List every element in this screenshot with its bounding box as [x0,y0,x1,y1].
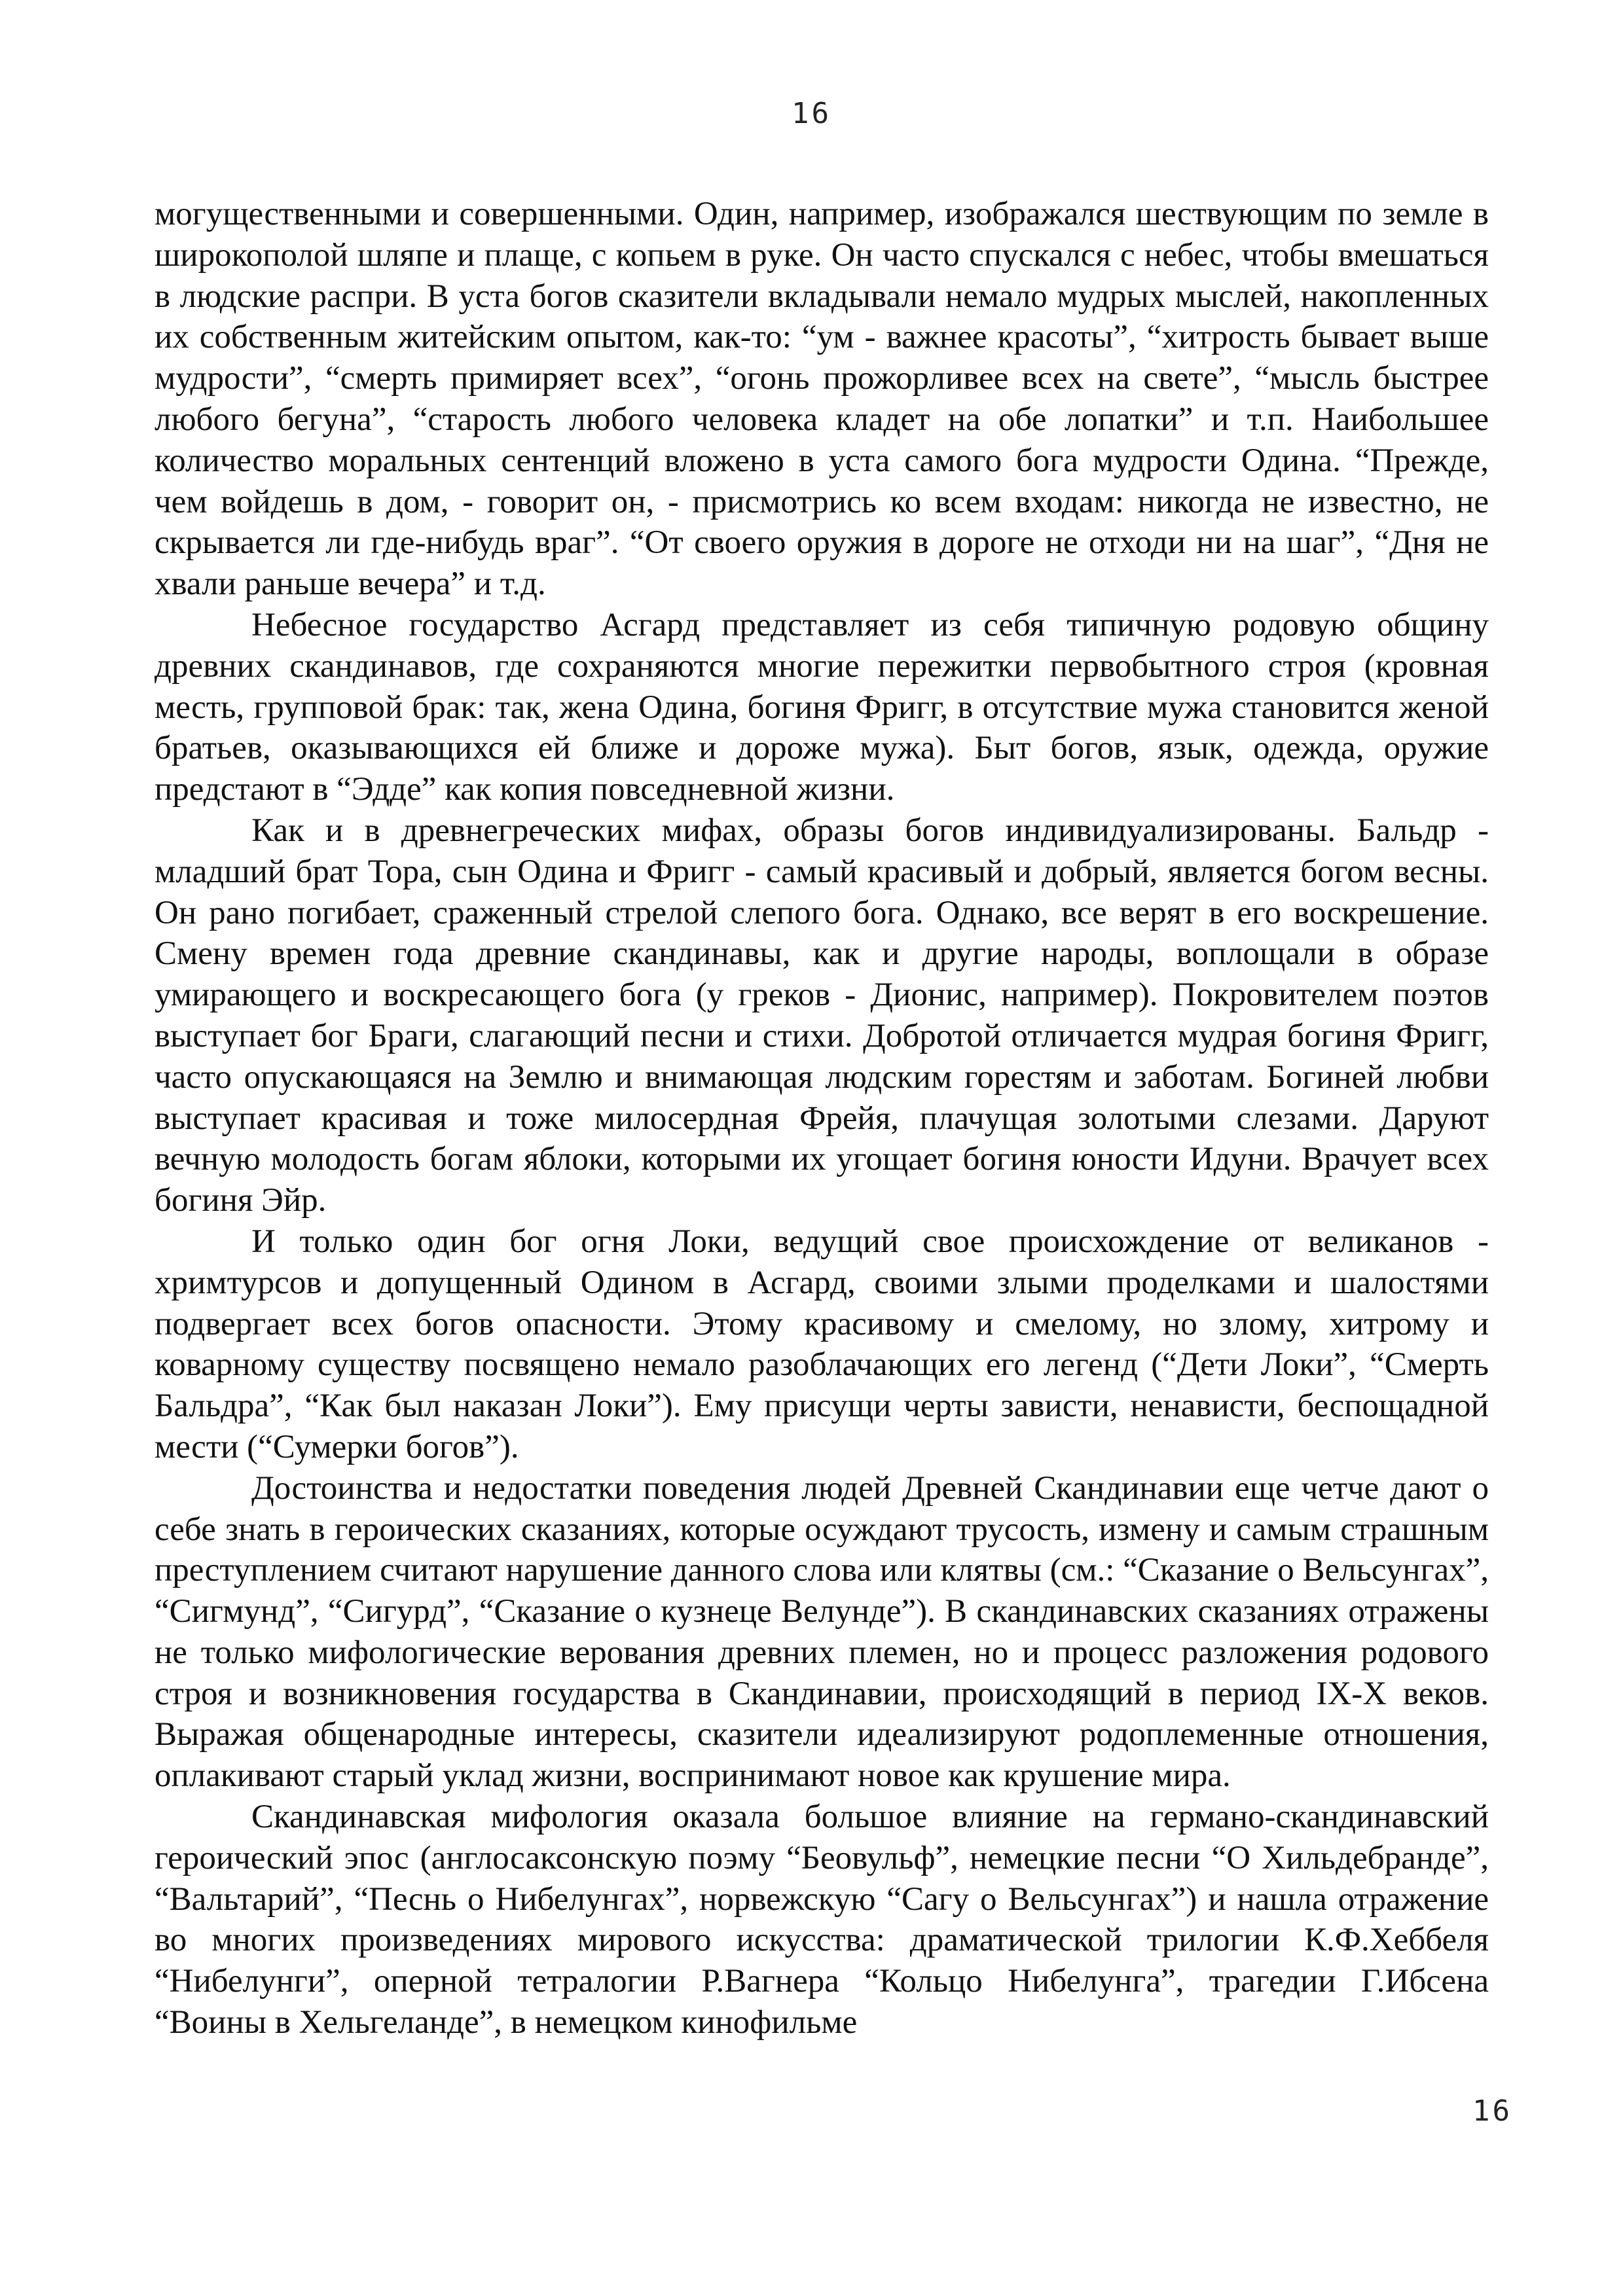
paragraph-5: Достоинства и недостатки поведения людей Древней Скандинавии еще четче дают о себе знать в героических сказаниях, которые осуждают трусость, измену и самым страшным преступлением считают нарушение данного слова или клятвы (см.: “Сказание о Вельсунгах”, “Сигмунд”, “Сигурд”, “Сказание о кузнеце Велунде”). В скандинавских сказаниях отражены не только мифологические верования древних племен, но и процесс разложения родового строя и возникновения государства в Скандинавии, происходящий в период IX-X веков. Выражая общенародные интересы, сказители идеализируют родоплеменные отношения, оплакивают старый уклад жизни, воспринимают новое как крушение мира. [155,1469,1489,1795]
page-number-top: 16 [792,97,831,130]
paragraph-6: Скандинавская мифология оказала большое влияние на германо-скандинавский героический эпос (англосаксонскую поэму “Беовульф”, немецкие песни “О Хильдебранде”, “Вальтарий”, “Песнь о Нибелунгах”, норвежскую “Сагу о Вельсунгах”) и нашла отражение во многих произведениях мирового искусства: драматической трилогии К.Ф.Хеббеля “Нибелунги”, оперной тетралогии Р.Вагнера “Кольцо Нибелунга”, трагедии Г.Ибсена “Воины в Хельгеланде”, в немецком кинофильме [155,1799,1489,2041]
paragraph-1: могущественными и совершенными. Один, например, изображался шествующим по земле в широкополой шляпе и плаще, с копьем в руке. Он часто спускался с небес, чтобы вмешаться в людские распри. В уста богов сказители вкладывали немало мудрых мыслей, накопленных их собственным житейским опытом, как-то: “ум - важнее красоты”, “хитрость бывает выше мудрости”, “смерть примиряет всех”, “огонь прожорливее всех на свете”, “мысль быстрее любого бегуна”, “старость любого человека кладет на обе лопатки” и т.п. Наибольшее количество моральных сентенций вложено в уста самого бога мудрости Одина. “Прежде, чем войдешь в дом, - говорит он, - присмотрись ко всем входам: никогда не известно, не скрывается ли где-нибудь враг”. “От своего оружия в дороге не отходи ни на шаг”, “Дня не хвали раньше вечера” и т.д. [155,196,1489,603]
paragraph-4: И только один бог огня Локи, ведущий свое происхождение от великанов - хримтурсов и допущенный Одином в Асгард, своими злыми проделками и шалостями подвергает всех богов опасности. Этому красивому и смелому, но злому, хитрому и коварному существу посвящено немало разоблачающих его легенд (“Дети Локи”, “Смерть Бальдра”, “Как был наказан Локи”). Ему присущи черты зависти, ненависти, беспощадной мести (“Сумерки богов”). [155,1223,1489,1465]
paragraph-3: Как и в древнегреческих мифах, образы богов индивидуализированы. Бальдр - младший брат Тора, сын Одина и Фригг - самый красивый и добрый, является богом весны. Он рано погибает, сраженный стрелой слепого бога. Однако, все верят в его воскрешение. Смену времен года древние скандинавы, как и другие народы, воплощали в образе умирающего и воскресающего бога (у греков - Дионис, например). Покровителем поэтов выступает бог Браги, слагающий песни и стихи. Добротой отличается мудрая богиня Фригг, часто опускающаяся на Землю и внимающая людским горестям и заботам. Богиней любви выступает красивая и тоже милосердная Фрейя, плачущая золотыми слезами. Даруют вечную молодость богам яблоки, которыми их угощает богиня юности Идуни. Врачует всех богиня Эйр. [155,812,1489,1219]
page-number-bottom: 16 [1472,2094,1512,2128]
body-text [155,194,1489,2043]
paragraph-2: Небесное государство Асгард представляет из себя типичную родовую общину древних скандинавов, где сохраняются многие пережитки первобытного строя (кровная месть, групповой брак: так, жена Одина, богиня Фригг, в отсутствие мужа становится женой братьев, оказывающихся ей ближе и дороже мужа). Быт богов, язык, одежда, оружие предстают в “Эдде” как копия повседневной жизни. [155,606,1489,808]
